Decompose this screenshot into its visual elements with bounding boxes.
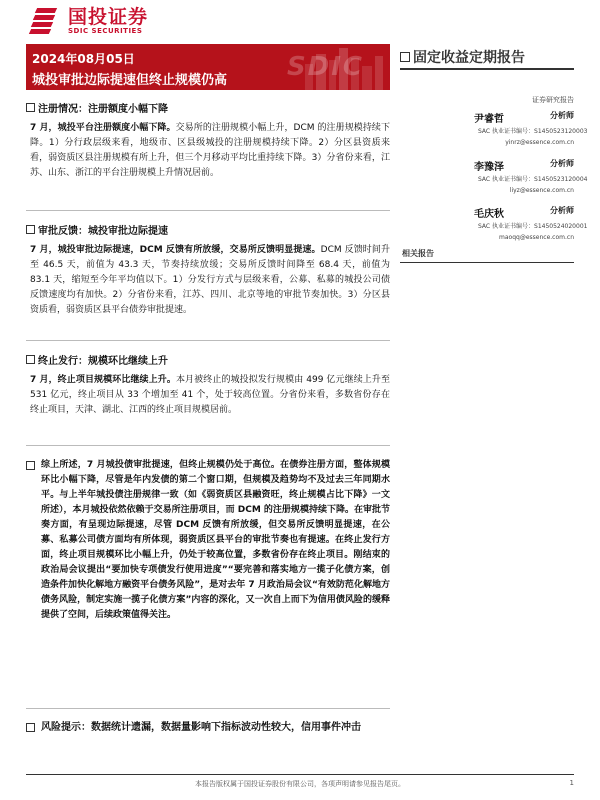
section-heading: 审批反馈：城投审批边际提速: [38, 226, 168, 237]
analyst-sac: SAC 执业证书编号：S1450524020001: [478, 223, 588, 230]
section-heading: 终止发行：规模环比继续上升: [38, 356, 168, 367]
report-type-icon: [400, 52, 410, 62]
section-review: [26, 222, 390, 318]
research-tag: 证券研究报告: [532, 96, 574, 104]
logo-mark-icon: [28, 6, 62, 36]
analyst-name: 毛庆秋: [474, 209, 504, 220]
analyst-sac: SAC 执业证书编号：S1450523120004: [478, 176, 588, 183]
section-icon: [26, 355, 35, 364]
analyst-name: 李豫泽: [474, 162, 504, 173]
report-title: 城投审批边际提速但终止规模仍高: [32, 73, 228, 88]
page-number: 1: [569, 779, 574, 787]
brand-name-en: SDIC SECURITIES: [68, 27, 143, 35]
section-body: 7 月，城投平台注册额度小幅下降。交易所的注册规模小幅上升，DCM 的注册规模持续下降。1）分行政层级来看，地级市、区县级城投的注册规模持续下降。2）分区县资质来看，弱资质区县注册规模有所上升，但三个月移动平均比重持续下降。3）分省份来看，江苏、山东、浙江的平台注册规模上升情况居前。: [30, 123, 390, 178]
summary-body: 综上所述，7 月城投债审批提速，但终止规模仍处于高位。在债券注册方面，整体规模环比小幅下降，尽管是年内发债的第二个窗口期，但规模及趋势均不及过去三年同期水平。与上半年城投债注册规律一致（如《弱资质区县融资旺，终止规模占比下降》一文所述），本月城投依然依赖于交易所注册项目，而 DCM 的注册规模持续下降。在审批节奏方面，有呈现边际提速，尽管 DCM 反馈有所放缓，但交易所反馈明显提速，在公募、私募公司债方面均有所体现，弱资质区县平台的审批节奏也有提速。在终止发行方面，终止项目规模环比小幅上升，仍处于较高位置，多数省份存在终止项目。刚结束的政治局会议提出“要加快专项债发行使用进度”“要完善和落实地方一揽子化债方案，创造条件加快化解地方融资平台债务风险”，是对去年 7 月政治局会议“有效防范化解地方债务风险，制定实施一揽子化债方案”内容的深化，又一次自上而下为信用债风险的缓释提供了空间，后续政策值得关注。: [41, 460, 390, 620]
section-termination: [26, 352, 390, 418]
analyst-email[interactable]: maoqq@essence.com.cn: [499, 234, 574, 241]
section-summary: [26, 458, 390, 623]
section-heading: 注册情况：注册额度小幅下降: [38, 104, 168, 115]
analyst-sac: SAC 执业证书编号：S1450523120003: [478, 128, 588, 135]
section-icon: [26, 103, 35, 112]
divider: [26, 445, 390, 446]
divider: [26, 708, 390, 709]
section-icon: [26, 461, 35, 470]
divider: [400, 262, 574, 263]
risk-heading: 风险提示：数据统计遗漏，数据量影响下指标波动性较大，信用事件冲击: [41, 722, 361, 733]
divider: [400, 68, 574, 70]
title-banner: [26, 44, 390, 90]
analyst-email[interactable]: yinrz@essence.com.cn: [505, 139, 574, 146]
section-body: 7 月，终止项目规模环比继续上升。本月被终止的城投拟发行规模由 499 亿元继续上升至 531 亿元，终止项目从 33 个增加至 41 个，处于较高位置。分省份来看，多数省份存在终止项目，天津、湖北、江西的终止项目规模居前。: [30, 375, 390, 415]
analyst-role: 分析师: [550, 111, 574, 120]
page-footer: [26, 774, 574, 789]
analyst-role: 分析师: [550, 206, 574, 215]
section-risk: [26, 720, 390, 735]
related-reports-label: 相关报告: [402, 249, 434, 258]
section-icon: [26, 225, 35, 234]
footer-disclaimer: 本报告版权属于国投证券股份有限公司，各项声明请参见报告尾页。: [195, 780, 405, 788]
brand-logo: [28, 6, 148, 36]
section-icon: [26, 723, 35, 732]
report-type-label: 固定收益定期报告: [413, 50, 525, 66]
analyst-email[interactable]: liyz@essence.com.cn: [509, 187, 574, 194]
banner-watermark: SDIC: [286, 52, 364, 82]
section-registration: [26, 100, 390, 181]
brand-name-cn: 国投证券: [68, 6, 149, 28]
related-reports: [400, 248, 574, 263]
report-type: [400, 47, 525, 67]
report-date: 2024年08月05日: [32, 52, 135, 66]
section-body: 7 月，城投审批边际提速，DCM 反馈有所放缓，交易所反馈明显提速。DCM 反馈时间升至 46.5 天，前值为 43.3 天，节奏持续放缓；交易所反馈时间降至 68.4 天，前值为 83.1 天，缩短至今年平均值以下。1）分发行方式与层级来看，公募、私募的城投公司债反馈速度均有加快。2）分省份来看，江苏、四川、北京等地的审批节奏加快。3）分区县资质看，弱资质区县平台债券审批提速。: [30, 245, 391, 315]
divider: [26, 340, 390, 341]
analyst-role: 分析师: [550, 159, 574, 168]
divider: [26, 210, 390, 211]
analyst-name: 尹睿哲: [474, 114, 504, 125]
